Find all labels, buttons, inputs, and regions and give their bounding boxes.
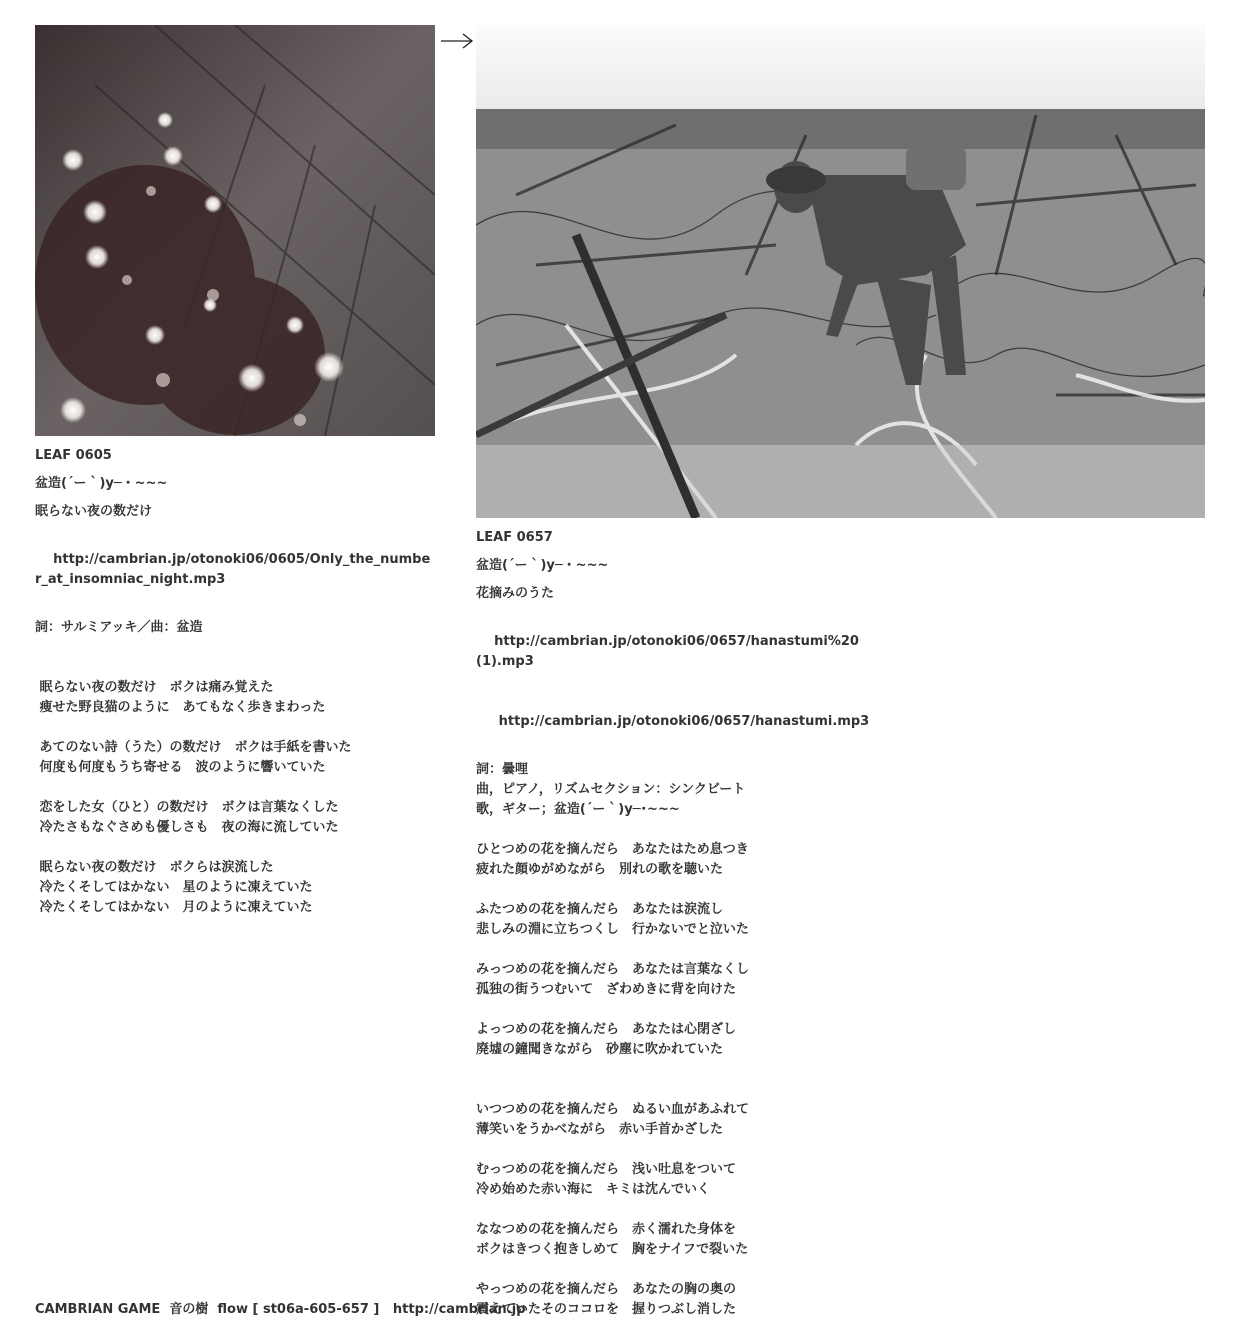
right-lyric-stanza: ひとつめの花を摘んだら あなたはため息つき 疲れた顔ゆがめながら 別れの歌を聴いた	[476, 842, 749, 877]
left-leaf-photo	[35, 25, 435, 436]
right-leaf-id: LEAF 0657	[476, 530, 553, 545]
right-song-title: 花摘みのうた	[476, 586, 555, 601]
left-url-wrap	[35, 530, 435, 610]
left-leaf-id: LEAF 0605	[35, 448, 112, 463]
right-lyric-stanza: ふたつめの花を摘んだら あなたは涙流し 悲しみの淵に立ちつくし 行かないでと泣いた	[476, 902, 749, 937]
right-lyric-stanza: みっつめの花を摘んだら あなたは言葉なくし 孤独の街うつむいて ざわめきに背を向けた	[476, 962, 750, 997]
left-song-title: 眠らない夜の数だけ	[35, 504, 153, 519]
left-mp3-link[interactable]: http://cambrian.jp/otonoki06/0605/Only_the_number_at_insomniac_night.mp3	[35, 552, 431, 587]
right-mp3-link-2[interactable]: http://cambrian.jp/otonoki06/0657/hanastumi.mp3	[494, 714, 870, 729]
right-lyric-stanza: いつつめの花を摘んだら ぬるい血があふれて 薄笑いをうかべながら 赤い手首かざした	[476, 1102, 750, 1137]
left-lyric-stanza: あてのない詩（うた）の数だけ ボクは手紙を書いた 何度も何度もうち寄せる 波のように響いていた	[39, 740, 352, 775]
right-credit-line: 歌，ギター；盆造(´ー｀)y─･~~~	[476, 802, 680, 817]
flow-arrow-icon	[440, 28, 474, 54]
right-leaf-column	[476, 25, 1205, 1320]
right-url-wrap-2	[476, 692, 1205, 752]
right-mp3-link-1[interactable]: http://cambrian.jp/otonoki06/0657/hanastumi%20(1).mp3	[476, 634, 859, 669]
right-leaf-photo	[476, 25, 1205, 518]
right-url-wrap-1	[476, 612, 876, 692]
right-lyrics	[476, 840, 1205, 1320]
page-footer: CAMBRIAN GAME 音の樹 flow [ st06a-605-657 ] http://cambrian.jp	[35, 1302, 526, 1317]
left-lyric-stanza: 眠らない夜の数だけ ボクらは涙流した 冷たくそしてはかない 星のように凍えていた 冷たくそしてはかない 月のように凍えていた	[39, 860, 313, 915]
right-lyric-stanza: よっつめの花を摘んだら あなたは心閉ざし 廃墟の鐘聞きながら 砂塵に吹かれていた	[476, 1022, 737, 1057]
left-author: 盆造(´ー｀)y─・~~~	[35, 476, 168, 491]
right-author: 盆造(´ー｀)y─・~~~	[476, 558, 609, 573]
left-lyric-stanza: 眠らない夜の数だけ ボクは痛み覚えた 痩せた野良猫のように あてもなく歩きまわった	[39, 680, 326, 715]
right-lyric-stanza: ななつめの花を摘んだら 赤く濡れた身体を ボクはきつく抱きしめて 胸をナイフで裂いた	[476, 1222, 749, 1257]
left-lyric-stanza: 恋をした女（ひと）の数だけ ボクは言葉なくした 冷たさもなぐさめも優しさも 夜の海に流していた	[39, 800, 339, 835]
left-lyrics	[35, 678, 435, 918]
right-lyric-stanza: むっつめの花を摘んだら 浅い吐息をついて 冷め始めた赤い海に キミは沈んでいく	[476, 1162, 737, 1197]
left-credits: 詞：サルミアッキ／曲：盆造	[35, 620, 203, 635]
right-credits	[476, 760, 1205, 820]
right-credit-line: 曲，ピアノ，リズムセクション：シンクビート	[476, 782, 746, 797]
right-lyric-stanza: やっつめの花を摘んだら あなたの胸の奥の 震えていたそのココロを 握りつぶし消した	[476, 1282, 737, 1317]
left-leaf-column	[35, 25, 435, 918]
right-credit-line: 詞：曇哩	[476, 762, 529, 777]
